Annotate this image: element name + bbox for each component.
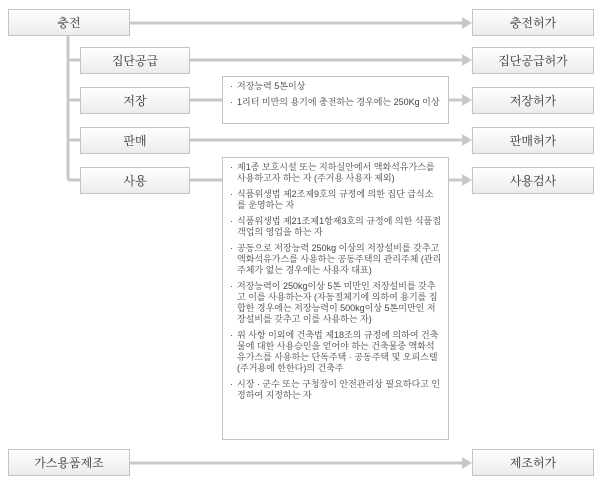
bulk-supply-permit-box: 집단공급허가 <box>472 47 594 74</box>
use-condition-item: · 시장 · 군수 또는 구청장이 안전관리상 필요하다고 인정하여 지정하는 자 <box>230 379 442 401</box>
use-condition-item: · 저장능력이 250kg이상 5톤 미만인 저장설비를 갖추고 이를 사용하는자 (자동절체기에 의하여 용기를 집합한 경우에는 저장능력이 500kg이상 5톤미만인 저장설비를 갖추고 이를 사용하는 자) <box>230 281 442 325</box>
storage-permit-box: 저장허가 <box>472 87 594 114</box>
storage-box: 저장 <box>80 87 190 114</box>
charging-box: 충전 <box>8 9 130 36</box>
gas-appliance-manufacturing-box: 가스용품제조 <box>8 449 130 476</box>
manufacturing-permit-box: 제조허가 <box>472 449 594 476</box>
use-condition-item: · 위 사항 이외에 건축법 제18조의 규정에 의하여 건축물에 대한 사용승인을 얻어야 하는 건축물중 액화석유가스를 사용하는 단독주택 · 공동주택 및 오피스텔(주거용에 한한다)의 건축주 <box>230 330 442 374</box>
use-condition-item: · 식품위생법 제2조제9호의 규정에 의한 집단 급식소를 운영하는 자 <box>230 189 442 211</box>
use-condition-item: · 제1종 보호시설 또는 지하실안에서 액화석유가스를 사용하고자 하는 자 (주거용 사용자 제외) <box>230 162 442 184</box>
storage-conditions-note <box>222 76 449 124</box>
charging-permit-box: 충전허가 <box>472 9 594 36</box>
storage-condition-item: · 저장능력 5톤이상 <box>230 81 442 92</box>
bulk-supply-box: 집단공급 <box>80 47 190 74</box>
use-box: 사용 <box>80 167 190 194</box>
storage-condition-item: · 1리터 미만의 용기에 충전하는 경우에는 250Kg 이상 <box>230 97 442 108</box>
use-condition-item: · 공동으로 저장능력 250kg 이상의 저장설비를 갖추고 액화석유가스를 사용하는 공동주택의 관리주체 (관리주체가 없는 경우에는 사용자 대표) <box>230 243 442 276</box>
use-condition-item: · 식품위생법 제21조제1항제3호의 규정에 의한 식품접객업의 영업을 하는 자 <box>230 216 442 238</box>
use-conditions-note <box>222 157 449 440</box>
sales-permit-box: 판매허가 <box>472 127 594 154</box>
use-inspection-box: 사용검사 <box>472 167 594 194</box>
sales-box: 판매 <box>80 127 190 154</box>
